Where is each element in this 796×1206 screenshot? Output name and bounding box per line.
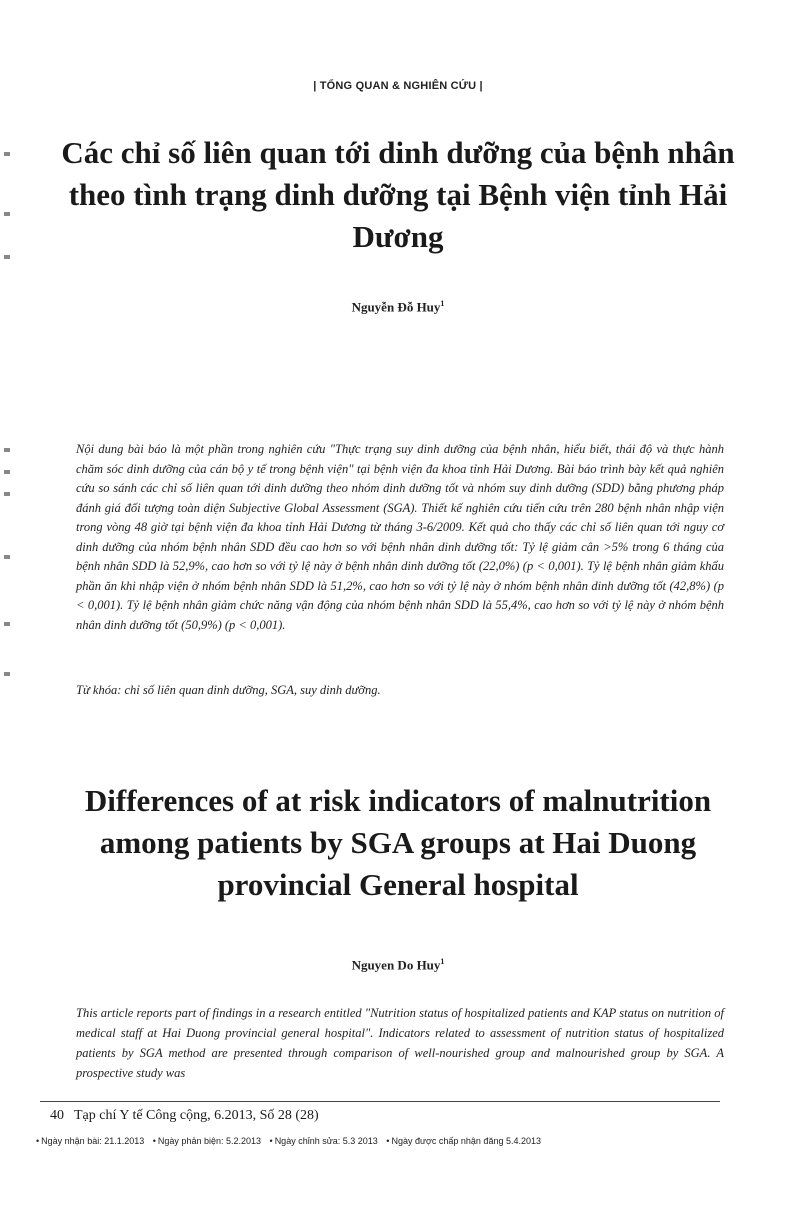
date-revised: Ngày chỉnh sửa: 5.3 2013 [274,1136,378,1146]
date-received: Ngày nhận bài: 21.1.2013 [41,1136,145,1146]
scan-mark [4,492,10,496]
page-number: 40 [50,1108,64,1123]
author-affiliation-mark: 1 [440,957,445,966]
author-english [0,957,796,973]
scan-mark [4,622,10,626]
abstract-vietnamese: Nội dung bài báo là một phần trong nghiên cứu "Thực trạng suy dinh dưỡng của bệnh nhân, hiểu biết, thái độ và thực hành chăm sóc dinh dưỡng của cán bộ y tế trong bệnh viện" tại bệnh viện đa khoa tỉnh Hải Dương. Bài báo trình bày kết quả nghiên cứu so sánh các chỉ số liên quan tới dinh dưỡng theo nhóm dinh dưỡng tốt và nhóm suy dinh dưỡng (SDD) bằng phương pháp đánh giá đối tượng toàn diện Subjective Global Assessment (SGA). Thiết kế nghiên cứu tiến cứu trên 280 bệnh nhân nhập viện trong vòng 48 giờ tại bệnh viện đa khoa tỉnh Hải Dương từ tháng 3-6/2009. Kết quả cho thấy các chỉ số liên quan tới nguy cơ dinh dưỡng của nhóm bệnh nhân SDD đều cao hơn so với bệnh nhân dinh dưỡng tốt: Tỷ lệ giảm cân >5% trong 6 tháng của bệnh nhân SDD là 52,9%, cao hơn so với tỷ lệ này ở bệnh nhân dinh dưỡng tốt (22,0%) (p < 0,001). Tỷ lệ bệnh nhân giảm khẩu phần ăn khi nhập viện ở nhóm bệnh nhân SDD là 51,2%, cao hơn so với tỷ lệ này ở nhóm bệnh nhân dinh dưỡng tốt (42,8%) (p < 0,001). Tỷ lệ bệnh nhân giảm chức năng vận động của nhóm bệnh nhân SDD là 55,4%, cao hơn so với tỷ lệ này ở nhóm bệnh nhân dinh dưỡng tốt (50,9%) (p < 0,001). [76,442,724,632]
title-vietnamese: Các chỉ số liên quan tới dinh dưỡng của bệnh nhân theo tình trạng dinh dưỡng tại Bệnh viện tỉnh Hải Dương [61,135,735,254]
submission-dates [36,1136,547,1146]
bullet-icon: • [386,1136,390,1146]
date-accepted: Ngày được chấp nhận đăng 5.4.2013 [391,1136,541,1146]
scan-mark [4,255,10,259]
footer-rule [40,1101,720,1102]
date-reviewed: Ngày phản biện: 5.2.2013 [157,1136,262,1146]
bullet-icon: • [269,1136,273,1146]
scan-mark [4,672,10,676]
scan-mark [4,470,10,474]
bullet-icon: • [152,1136,156,1146]
scan-mark [4,212,10,216]
scan-mark [4,152,10,156]
scan-mark [4,448,10,452]
author-vietnamese [0,299,796,315]
author-affiliation-mark: 1 [440,299,445,308]
section-tag: | TỔNG QUAN & NGHIÊN CỨU | [313,80,483,92]
author-name: Nguyen Do Huy [351,957,441,973]
footer-journal-line [50,1108,319,1124]
bullet-icon: • [36,1136,40,1146]
author-name: Nguyễn Đỗ Huy [351,299,441,315]
abstract-english: This article reports part of findings in a research entitled "Nutrition status of hospitalized patients and KAP status on nutrition of medical staff at Hai Duong provincial general hospital". Indicators related to assessment of nutrition status of hospitalized patients by SGA method are presented through comparison of well-nourished group and malnourished group by SGA. A prospective study was [76,1006,724,1080]
title-english: Differences of at risk indicators of malnutrition among patients by SGA groups at Hai Duong provincial General hospital [84,783,712,902]
keywords: Từ khóa: chỉ số liên quan dinh dưỡng, SGA, suy dinh dưỡng. [76,683,381,697]
scan-mark [4,555,10,559]
journal-citation: Tạp chí Y tế Công cộng, 6.2013, Số 28 (28) [74,1108,319,1123]
